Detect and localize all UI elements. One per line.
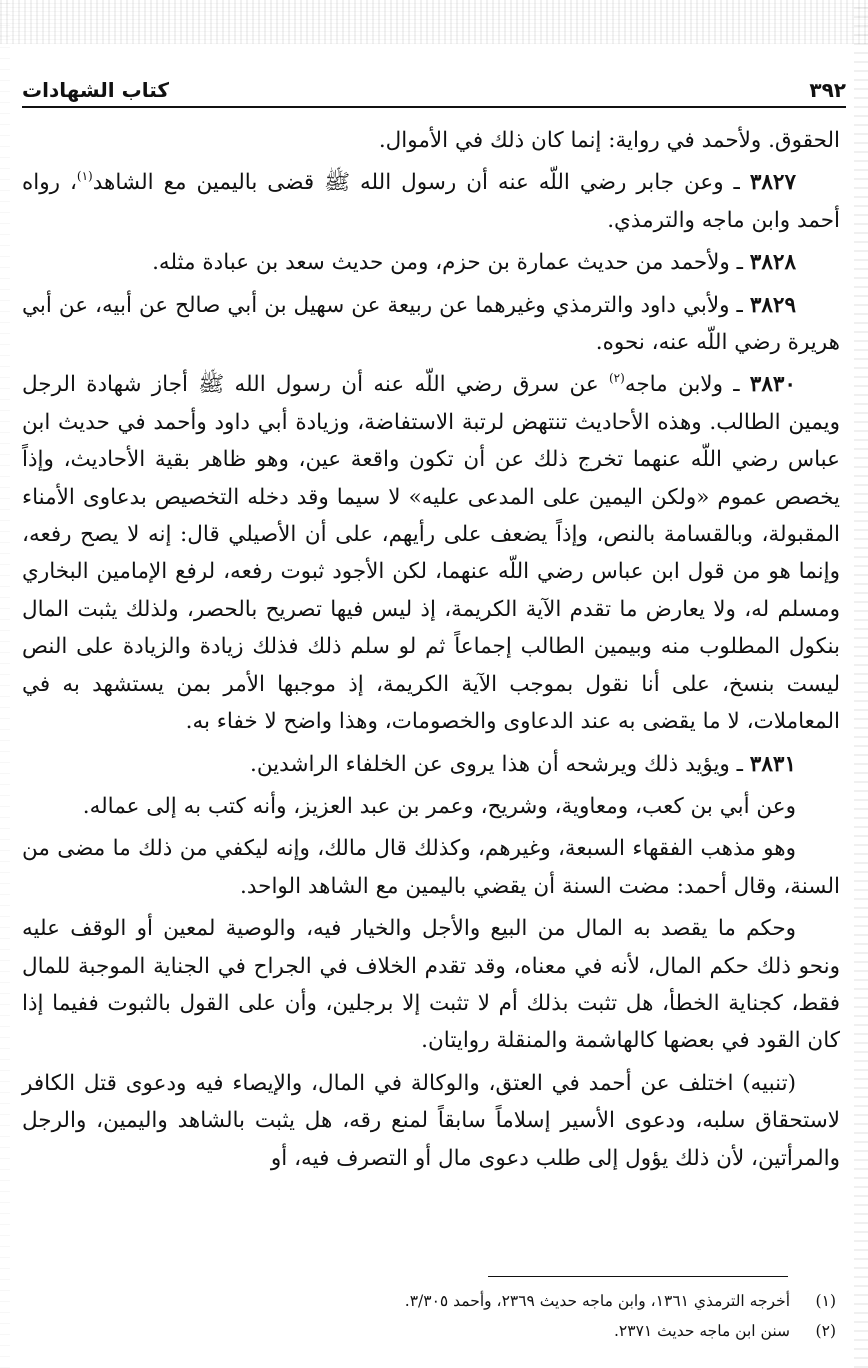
main-text [22,122,840,1182]
scan-noise-left [0,0,10,1368]
scan-noise-right [854,0,868,1368]
paragraph-text-continued: ، رواه أحمد وابن ماجه والترمذي. [22,170,840,233]
paragraph-0 [22,122,840,159]
paragraph-hadith-3829 [22,287,840,362]
paragraph-8 [22,910,840,1060]
paragraph-hadith-3830 [22,366,840,740]
paragraph-text: ـ ويؤيد ذلك ويرشحه أن هذا يروى عن الخلفاء الراشدين. [249,751,743,777]
paragraph-hadith-3827 [22,164,840,239]
hadith-number: ٣٨٣١ [749,751,796,777]
book-title: كتاب الشهادات [22,78,170,102]
paragraph-text: الحقوق. ولأحمد في رواية: إنما كان ذلك في الأموال. [378,128,840,153]
scan-noise-top [0,0,868,44]
paragraph-text-continued: عن سرق رضي اللّه عنه أن رسول الله ﷺ أجاز شهادة الرجل ويمين الطالب. وهذه الأحاديث تنتهض لرتبة الاستفاضة، وزيادة أبي داود وأحمد في حديث ابن عباس رضي اللّه عنهما تخرج ذلك عن أن تكون واقعة عين، وهو ظاهر بقية الأحاديث، وإذاً يخصص عموم «ولكن اليمين على المدعى عليه» لا سيما وقد دخله التخصيص بدعاوى الأمناء المقبولة، وبالقسامة بالنص، وإذاً يضعف على رأيهم، على أن الأصيلي قال: إنه لا يصح رفعه، وإنما هو من قول ابن عباس رضي اللّه عنهما، لكن الأجود ثبوت رفعه، لرفع الإمامين البخاري ومسلم له، ولا يعارض ما تقدم الآية الكريمة، إذ ليس فيها تصريح بالحصر، ولذلك يثبت المال بنكول المطلوب منه وبيمين الطالب إجماعاً ثم لو سلم ذلك فذلك زيادة والزيادة على النص ليست بنسخ، على أنا نقول بموجب الآية الكريمة، إذ موجبها الأمر بمن يستشهد به في المعاملات، لا ما يقضى به عند الدعاوى والخصومات، وهذا واضح لا خفاء به. [22,372,840,735]
footnotes [22,1286,836,1346]
footnote-1 [22,1286,836,1316]
paragraph-text: ـ وعن جابر رضي اللّه عنه أن رسول الله ﷺ قضى باليمين مع الشاهد [92,170,740,196]
paragraph-9 [22,1065,840,1177]
paragraph-text: وحكم ما يقصد به المال من البيع والأجل والخيار فيه، والوصية لمعين أو الوقف عليه ونحو ذلك حكم المال، لأنه في معناه، وقد تقدم الخلاف في الجراح في الجناية الموجبة للمال فقط، كجناية الخطأ، هل تثبت بذلك أم لا تثبت إلا برجلين، وأن على القول بالثبوت ففيما إذا كان القود في بعضها كالهاشمة والمنقلة روايتان. [22,916,840,1054]
paragraph-hadith-3831 [22,746,840,783]
footnote-2 [22,1316,836,1346]
hadith-number: ٣٨٣٠ [749,372,796,398]
paragraph-text: ـ ولأحمد من حديث عمارة بن حزم، ومن حديث سعد بن عبادة مثله. [152,250,743,276]
footnote-text: سنن ابن ماجه حديث ٢٣٧١. [613,1322,790,1340]
paragraph-text: وهو مذهب الفقهاء السبعة، وغيرهم، وكذلك قال مالك، وإنه ليكفي من ذلك ما مضى من السنة، وقال أحمد: مضت السنة أن يقضي باليمين مع الشاهد الواحد. [22,836,840,899]
paragraph-text: ـ ولأبي داود والترمذي وغيرهما عن ربيعة عن سهيل بن أبي صالح عن أبيه، عن أبي هريرة رضي اللّه عنه، نحوه. [22,292,840,356]
paragraph-text: وعن أبي بن كعب، ومعاوية، وشريح، وعمر بن عبد العزيز، وأنه كتب به إلى عماله. [82,793,796,819]
paragraph-text: (تنبيه) اختلف عن أحمد في العتق، والوكالة في المال، والإيصاء فيه ودعوى قتل الكافر لاستحقاق سلبه، ودعوى الأسير إسلاماً سابقاً لمنع رقه، هل يثبت بالشاهد واليمين، والرجل والمرأتين، لأن ذلك يؤول إلى طلب دعوى مال أو التصرف فيه، أو [22,1070,840,1171]
page-number: ٣٩٢ [809,78,846,102]
paragraph-text: ـ ولابن ماجه [624,372,740,398]
running-header [22,62,846,108]
hadith-number: ٣٨٢٧ [749,170,797,196]
footnote-marker: (٢) [815,1322,836,1340]
footnote-separator [488,1276,788,1277]
footnote-reference[interactable]: (٢) [608,371,625,386]
paragraph-7 [22,830,840,905]
hadith-number: ٣٨٢٨ [749,250,796,276]
hadith-number: ٣٨٢٩ [749,292,797,318]
footnote-marker: (١) [815,1292,836,1310]
paragraph-hadith-3828 [22,244,840,281]
paragraph-6 [22,788,840,825]
footnote-text: أخرجه الترمذي ١٣٦١، وابن ماجه حديث ٢٣٦٩، وأحمد ٣/٣٠٥. [404,1292,790,1310]
footnote-reference[interactable]: (١) [76,169,93,184]
